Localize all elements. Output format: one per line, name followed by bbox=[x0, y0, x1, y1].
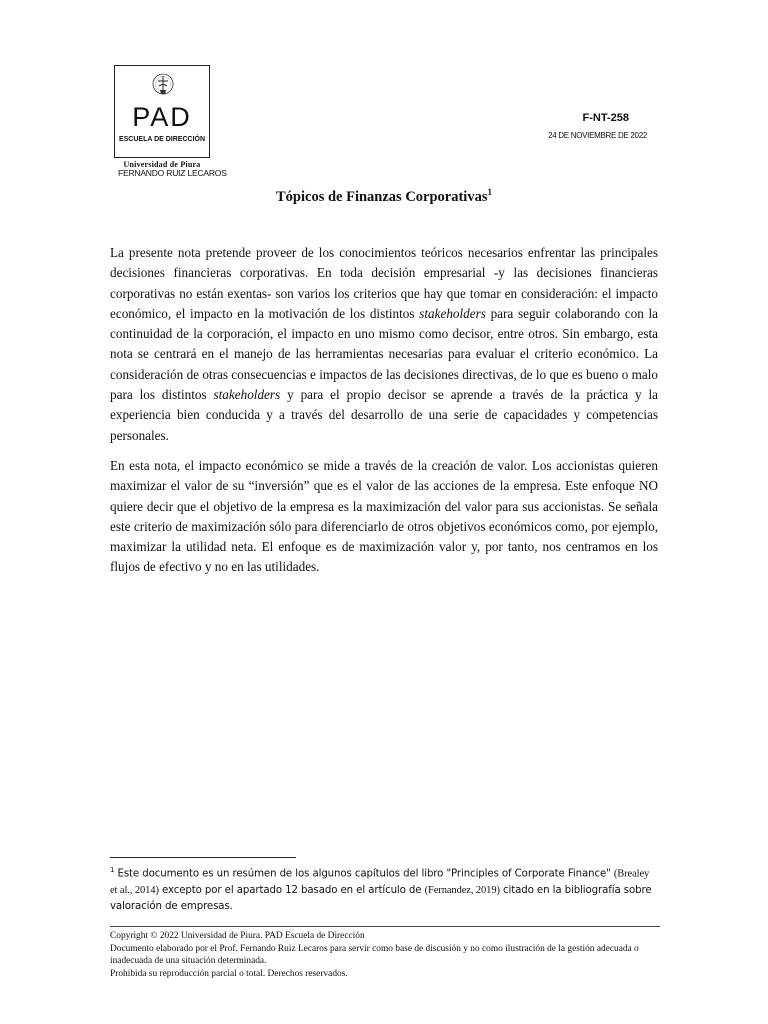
document-code: F-NT-258 bbox=[582, 112, 629, 124]
logo-university-name: Universidad de Piura bbox=[123, 160, 201, 169]
title-text: Tópicos de Finanzas Corporativas bbox=[276, 188, 488, 205]
stakeholders-term: stakeholders bbox=[419, 305, 486, 321]
logo-school-name: ESCUELA DE DIRECCIÓN bbox=[118, 136, 206, 143]
footnote-separator bbox=[110, 857, 296, 858]
logo-wordmark: PAD bbox=[132, 102, 192, 132]
title-footnote-mark: 1 bbox=[487, 187, 492, 197]
footnote-text: excepto por el apartado 12 basado en el artículo de bbox=[158, 884, 425, 896]
body-text bbox=[110, 243, 658, 588]
footnote bbox=[110, 862, 658, 916]
citation-fernandez[interactable]: (Fernandez, 2019) bbox=[424, 884, 500, 896]
paragraph-1-part: para seguir colaborando con la continuidad de la corporación, el impacto en uno mismo como decisor, entre otros. Sin embargo, esta nota se centrará en el manejo de las herramientas necesarias para evaluar el criterio económico. La consideración de otras consecuencias e impactos de las decisiones directivas, de lo que es bueno o malo para los distintos bbox=[110, 305, 659, 403]
footnote-mark: 1 bbox=[110, 866, 115, 874]
citation-brealey[interactable]: (Brealey et al., 2014) bbox=[110, 868, 650, 896]
paragraph-1-part: y para el propio decisor se aprende a través de la práctica y la experiencia bien conducida y a través del desarrollo de una serie de capacidades y competencias personales. bbox=[110, 387, 658, 443]
paragraph-1-part: La presente nota pretende proveer de los conocimientos teóricos necesarios enfrentar las principales decisiones financieras corporativas. En toda decisión empresarial -y las decisiones financieras corporativas no están exentas- son varios los criterios que hay que tomar en consideración: el impacto económico, el impacto en la motivación de los distintos bbox=[110, 245, 658, 321]
copyright-separator bbox=[110, 926, 660, 927]
paragraph-1 bbox=[110, 243, 658, 446]
pad-logo bbox=[114, 65, 210, 158]
author-name: FERNANDO RUIZ LECAROS bbox=[118, 168, 227, 178]
document-title bbox=[0, 187, 768, 206]
footnote-text: citado en la bibliografía sobre valoración de empresas. bbox=[110, 884, 652, 913]
copyright-disclaimer: Documento elaborado por el Prof. Fernando Ruiz Lecaros para servir como base de discusión y no como ilustración de la gestión adecuada o inadecuada de una situación determinada. bbox=[110, 943, 639, 966]
document-date: 24 DE NOVIEMBRE DE 2022 bbox=[548, 131, 647, 140]
university-seal-icon bbox=[152, 71, 174, 101]
copyright-rights: Prohibida su reproducción parcial o total. Derechos reservados. bbox=[110, 968, 348, 979]
paragraph-2: En esta nota, el impacto económico se mide a través de la creación de valor. Los accionistas quieren maximizar el valor de su “inversión” que es el valor de las acciones de la empresa. Este enfoque NO quiere decir que el objetivo de la empresa es la maximización del valor para sus accionistas. Se señala este criterio de maximización sólo para diferenciarlo de otros objetivos económicos como, por ejemplo, maximizar la utilidad neta. El enfoque es de maximización valor y, por tanto, nos centramos en los flujos de efectivo y no en las utilidades. bbox=[110, 457, 658, 575]
copyright-block bbox=[110, 930, 662, 980]
copyright-line: Copyright © 2022 Universidad de Piura. PAD Escuela de Dirección bbox=[110, 931, 365, 941]
stakeholders-term: stakeholders bbox=[213, 387, 281, 403]
footnote-text: Este documento es un resúmen de los algunos capítulos del libro "Principles of Corporate Finance" bbox=[114, 868, 614, 880]
